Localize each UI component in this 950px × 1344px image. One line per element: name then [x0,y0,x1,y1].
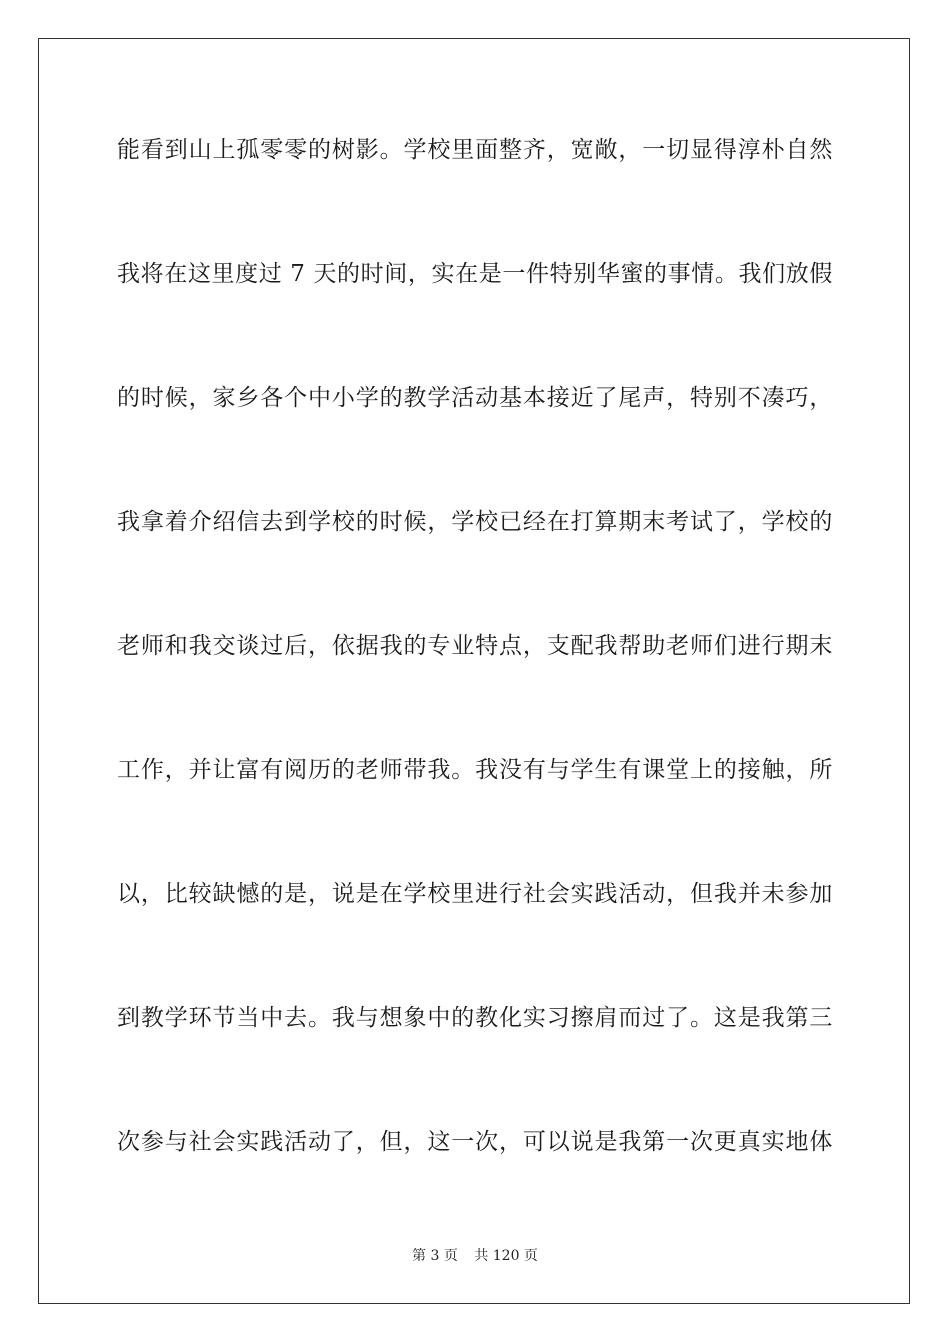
text-line: 能看到山上孤零零的树影。学校里面整齐，宽敞，一切显得淳朴自然 [117,137,833,163]
text-line: 工作，并让富有阅历的老师带我。我没有与学生有课堂上的接触，所 [117,757,833,783]
page-footer [0,1245,950,1265]
text-line: 老师和我交谈过后，依据我的专业特点，支配我帮助老师们进行期末 [117,633,833,659]
page-total: 共 120 页 [474,1248,538,1264]
text-line: 我将在这里度过 7 天的时间，实在是一件特别华蜜的事情。我们放假 [117,261,833,287]
text-line: 以，比较缺憾的是，说是在学校里进行社会实践活动，但我并未参加 [117,881,833,907]
text-line: 次参与社会实践活动了，但，这一次，可以说是我第一次更真实地体 [117,1129,833,1155]
page-border [38,38,910,1304]
text-line: 我拿着介绍信去到学校的时候，学校已经在打算期末考试了，学校的 [117,509,833,535]
text-line: 到教学环节当中去。我与想象中的教化实习擦肩而过了。这是我第三 [117,1005,833,1031]
page-number: 第 3 页 [412,1248,458,1264]
text-line: 的时候，家乡各个中小学的教学活动基本接近了尾声，特别不凑巧， [117,385,833,411]
